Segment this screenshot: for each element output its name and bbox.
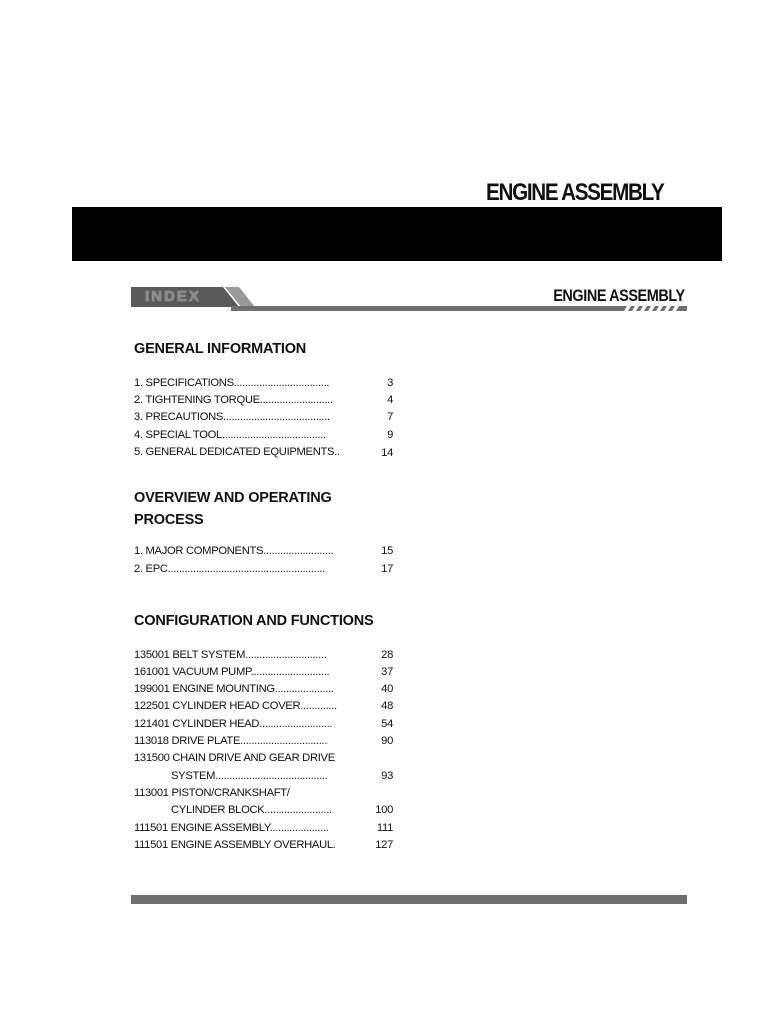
toc-item (134, 681, 393, 698)
toc-page: 3 (387, 377, 393, 389)
toc-item (134, 427, 393, 444)
toc-label: 161001 VACUUM PUMP............................ (134, 666, 330, 678)
toc-item (134, 444, 393, 461)
toc-item (134, 664, 393, 681)
toc-label: 113001 PISTON/CRANKSHAFT/ (134, 787, 290, 799)
toc-page: 7 (387, 411, 393, 423)
toc-label: 121401 CYLINDER HEAD.......................... (134, 718, 333, 730)
toc-label: 2. TIGHTENING TORQUE.......................... (134, 394, 333, 406)
toc-label: 131500 CHAIN DRIVE AND GEAR DRIVE (134, 752, 335, 764)
index-rule (231, 306, 687, 311)
toc-label: 2. EPC........................................................ (134, 563, 325, 575)
toc-label: 1. SPECIFICATIONS.................................. (134, 377, 330, 389)
section-heading-general-information: GENERAL INFORMATION (134, 341, 307, 357)
toc-item (134, 837, 393, 854)
toc-page: 17 (381, 563, 393, 575)
toc-page: 48 (381, 700, 393, 712)
toc-label: 1. MAJOR COMPONENTS......................... (134, 545, 334, 557)
toc-item (134, 698, 393, 715)
toc-page: 111 (376, 822, 393, 834)
chapter-title: ENGINE ASSEMBLY (486, 179, 664, 206)
toc-item (134, 750, 393, 767)
toc-item (134, 392, 393, 409)
toc-item (134, 647, 393, 664)
toc-page: 14 (381, 447, 393, 459)
toc-page: 15 (381, 545, 393, 557)
section-heading-configuration: CONFIGURATION AND FUNCTIONS (134, 613, 374, 629)
index-label: INDEX (145, 288, 201, 305)
toc-item (134, 820, 393, 837)
header-band (72, 207, 722, 261)
toc-item (134, 543, 393, 560)
toc-label: 122501 CYLINDER HEAD COVER............. (134, 700, 337, 712)
toc-page: 37 (381, 666, 393, 678)
toc-item (134, 785, 393, 802)
toc-item (134, 733, 393, 750)
toc-label: CYLINDER BLOCK........................ (171, 804, 332, 816)
toc-page: 90 (381, 735, 393, 747)
index-title: ENGINE ASSEMBLY (553, 286, 685, 305)
toc-item (134, 768, 393, 785)
toc-item (134, 561, 393, 578)
toc-label: 113018 DRIVE PLATE............................... (134, 735, 328, 747)
toc-page: 9 (387, 429, 393, 441)
toc-page: 100 (375, 804, 393, 816)
toc-page: 4 (387, 394, 393, 406)
toc-label: 3. PRECAUTIONS...................................... (134, 411, 330, 423)
toc-page: 28 (381, 649, 393, 661)
toc-label: 5. GENERAL DEDICATED EQUIPMENTS.. (134, 446, 340, 458)
toc-label: 111501 ENGINE ASSEMBLY OVERHAUL. (134, 839, 336, 851)
toc-label: 135001 BELT SYSTEM............................. (134, 649, 327, 661)
toc-page: 93 (381, 770, 393, 782)
toc-item (134, 802, 393, 819)
toc-label: 199001 ENGINE MOUNTING..................... (134, 683, 334, 695)
toc-page: 40 (381, 683, 393, 695)
toc-item (134, 716, 393, 733)
toc-item (134, 375, 393, 392)
section-heading-overview-line2: PROCESS (134, 512, 204, 528)
index-bar (131, 285, 687, 313)
footer-rule (131, 895, 687, 904)
section-heading-overview: OVERVIEW AND OPERATING (134, 490, 332, 506)
toc-label: 111501 ENGINE ASSEMBLY..................... (134, 822, 329, 834)
toc-page: 54 (381, 718, 393, 730)
toc-label: 4. SPECIAL TOOL..................................... (134, 429, 326, 441)
toc-label: SYSTEM........................................ (171, 770, 328, 782)
toc-item (134, 409, 393, 426)
toc-page: 127 (375, 839, 393, 851)
